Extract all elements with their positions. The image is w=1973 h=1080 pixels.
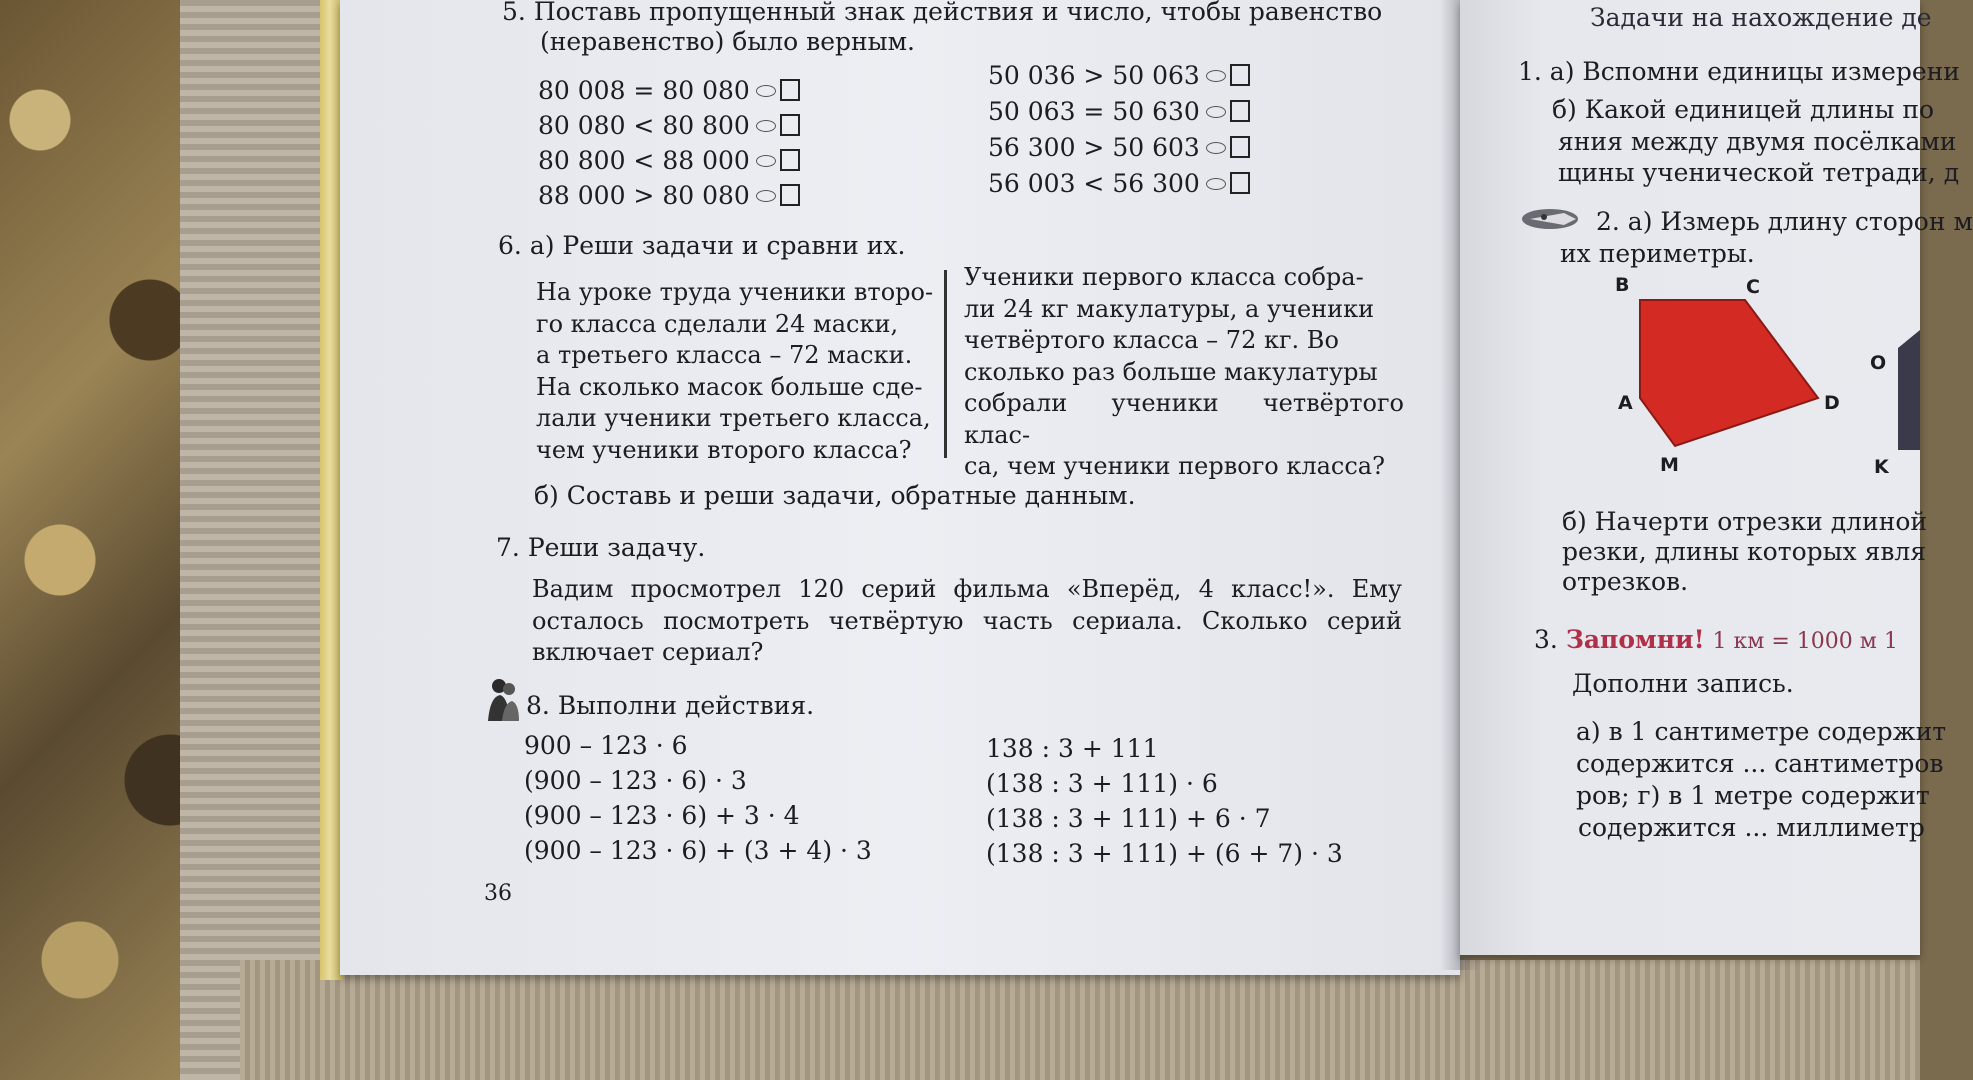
blank-number-box: [780, 79, 800, 101]
right-task3-line3: ров; г) в 1 метре содержит: [1576, 781, 1930, 810]
pencil-icon: [1520, 205, 1584, 233]
point-label-b: B: [1615, 274, 1630, 296]
task8-left-expr-1: 900 – 123 · 6: [524, 731, 688, 760]
right-task3-line1: а) в 1 сантиметре содержит: [1576, 717, 1947, 746]
task8-right-expr-2: (138 : 3 + 111) · 6: [986, 769, 1218, 798]
point-label-m: M: [1660, 454, 1679, 476]
task7-text: Вадим просмотрел 120 серий фильма «Вперёд, 4 класс!». Ему осталось посмотреть четвёртую часть сериала. Сколько серий включает сериал?: [532, 575, 1402, 666]
task8-right-expr-4: (138 : 3 + 111) + (6 + 7) · 3: [986, 839, 1343, 868]
right-task2-b-line3: отрезков.: [1562, 567, 1689, 596]
task5-right-row-4: 56 003 < 56 300: [988, 168, 1250, 200]
task8-heading: 8. Выполни действия.: [526, 691, 815, 720]
blank-sign-oval: [756, 190, 776, 202]
right-task3-line2: содержится ... сантиметров: [1576, 749, 1944, 778]
blank-number-box: [1230, 64, 1250, 86]
blank-number-box: [780, 114, 800, 136]
quadrilateral-figure: [1620, 270, 1920, 480]
task7-heading: 7. Реши задачу.: [496, 533, 706, 562]
blank-sign-oval: [756, 155, 776, 167]
blank-sign-oval: [1206, 106, 1226, 118]
task5-left-row-4: 88 000 > 80 080: [538, 180, 800, 212]
floor-background: [240, 960, 1920, 1080]
blank-sign-oval: [756, 85, 776, 97]
task8-right-expr-1: 138 : 3 + 111: [986, 734, 1159, 763]
task5-right-row-2: 50 063 = 50 630: [988, 96, 1250, 128]
right-task3-instruction: Дополни запись.: [1572, 669, 1794, 698]
blank-sign-oval: [756, 120, 776, 132]
blank-number-box: [1230, 136, 1250, 158]
point-label-a: A: [1618, 392, 1633, 414]
task8-right-expr-3: (138 : 3 + 111) + 6 · 7: [986, 804, 1271, 833]
blank-sign-oval: [1206, 142, 1226, 154]
point-label-c: C: [1746, 276, 1760, 298]
pentagon-abcdm: [1640, 300, 1818, 446]
task6-problem-2: Ученики первого класса собра- ли 24 кг макулатуры, а ученики четвёртого класса – 72 кг. Во сколько раз больше макулатуры собрали ученики четвёртого клас- са, чем ученики первого класса?: [964, 263, 1404, 480]
point-label-o: O: [1870, 352, 1887, 374]
blank-number-box: [780, 184, 800, 206]
task8-left-expr-2: (900 – 123 · 6) · 3: [524, 766, 747, 795]
dark-shape-partial: [1898, 330, 1920, 450]
right-task1-a: 1. а) Вспомни единицы измерени: [1518, 57, 1960, 86]
right-task2-a-line2: их периметры.: [1560, 239, 1755, 268]
task5-left-row-3: 80 800 < 88 000: [538, 145, 800, 177]
problem-divider-line: [944, 270, 947, 458]
blank-number-box: [1230, 100, 1250, 122]
right-task2-b-line1: б) Начерти отрезки длиной: [1562, 507, 1928, 536]
task6-heading: 6. а) Реши задачи и сравни их.: [498, 231, 906, 260]
blank-sign-oval: [1206, 178, 1226, 190]
task5-heading: 5. Поставь пропущенный знак действия и число, чтобы равенство: [502, 0, 1383, 26]
right-task2-b-line2: резки, длины которых явля: [1562, 537, 1927, 566]
task8-left-expr-4: (900 – 123 · 6) + (3 + 4) · 3: [524, 836, 872, 865]
right-task1-b-line1: б) Какой единицей длины по: [1552, 95, 1935, 124]
task5-left-row-2: 80 080 < 80 800: [538, 110, 800, 142]
right-task2-a: 2. а) Измерь длину сторон м: [1596, 207, 1973, 236]
task8-left-expr-3: (900 – 123 · 6) + 3 · 4: [524, 801, 800, 830]
point-label-k: K: [1874, 456, 1889, 478]
blank-number-box: [780, 149, 800, 171]
task6-problem-1: На уроке труда ученики второ- го класса сделали 24 маски, а третьего класса – 72 маски. На сколько масок больше сде- лали ученики третьего класса, чем ученики второго класса?: [536, 278, 934, 464]
right-task3-line: 3. Запомни! 1 км = 1000 м 1: [1534, 625, 1898, 654]
blank-number-box: [1230, 172, 1250, 194]
pair-work-icon: [486, 677, 520, 721]
task5-right-row-3: 56 300 > 50 603: [988, 132, 1250, 164]
task6-part-b: б) Составь и реши задачи, обратные данным.: [534, 481, 1136, 510]
point-label-d: D: [1824, 392, 1840, 414]
blank-sign-oval: [1206, 70, 1226, 82]
right-task3-line4: содержится ... миллиметр: [1578, 813, 1925, 842]
right-task1-b-line3: щины ученической тетради, д: [1558, 158, 1960, 187]
task5-left-row-1: 80 008 = 80 080: [538, 75, 800, 107]
page-number: 36: [484, 881, 512, 906]
right-page-header: Задачи на нахождение де: [1590, 3, 1932, 32]
task5-right-row-1: 50 036 > 50 063: [988, 60, 1250, 92]
task5-heading-line2: (неравенство) было верным.: [540, 27, 915, 56]
right-task1-b-line2: яния между двумя посёлками: [1558, 127, 1957, 156]
